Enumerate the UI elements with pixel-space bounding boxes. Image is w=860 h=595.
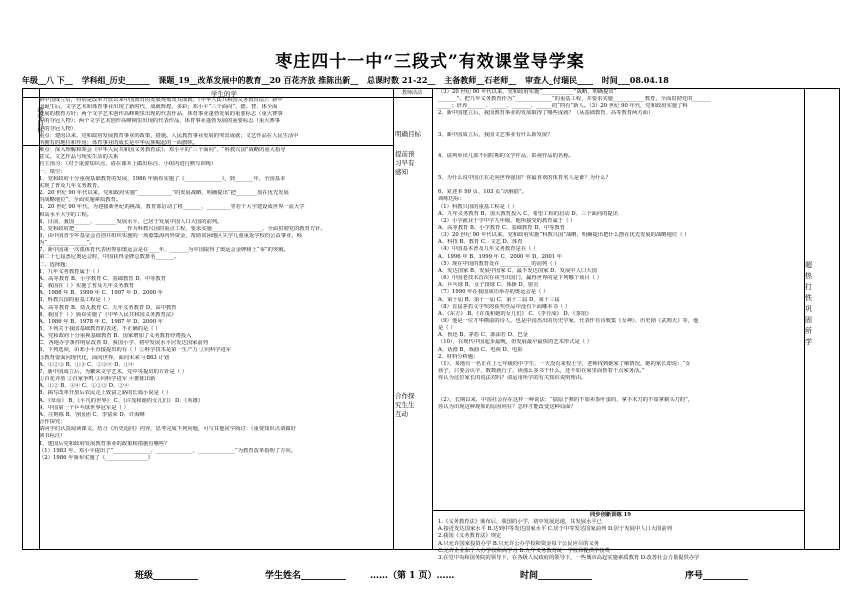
text-line: （2）、长期以来，中国社会存在这样一种说法：“搞原子弹的不如卖茶叶蛋的，拿手术刀的不如拿剃头刀的”， — [438, 396, 694, 403]
text-line: （4）中国基本普及九年义务教育是在（ ） — [438, 246, 539, 253]
text-line: 6、下列选项，由邓小平直接提出的有（ ）①科学技术是第一生产力 ②向科学进军 — [39, 347, 232, 354]
text-line: 请同学们认真阅读课文，结合《历史追问》内容，思考完成下列问题，可与其他同学商讨：（重要知识点请做好 — [39, 426, 296, 433]
text-line: 读书标注） — [39, 433, 66, 440]
header-student: 学生的学 — [211, 90, 237, 98]
text-line: （6）中国老技术首次在该当出国门，赢得世界的是下列哪个项目（ ） — [438, 275, 602, 282]
side-char: 固 — [805, 316, 812, 324]
side-char: 超 — [805, 261, 812, 269]
text-line: 3、新中国成立后，我国文艺事业有什么新发展？ — [438, 131, 553, 138]
text-line: 5、下列关于我国基础教育的表述，不正确的是（ ） — [39, 326, 161, 332]
text-line: A、庄则栋 B、容国团 C、李富荣 D、许海峰 — [39, 411, 145, 418]
sync-line: C.允许企业和个人办学校和高学习 D.九年义务教育统一学校和提供学校费 — [438, 547, 610, 554]
right-content — [438, 89, 783, 411]
text-line: 训练达标： — [438, 196, 465, 203]
text-line — [438, 146, 783, 153]
text-line: 9、中国第一个乒乓球世界冠军是（ ） — [39, 404, 129, 411]
footer-seq: 序号__________ — [685, 571, 749, 581]
text-line: （8）首届茅盾文学奖的获奖作品中没有下面哪本书（ ） — [438, 303, 571, 310]
side-preview: 提前预习早有感知 — [395, 150, 415, 176]
col-divider — [432, 89, 433, 549]
text-line: （1）、某地有一名正在上七年级的中学生，一天没有来校上学，老师找到她家了解情况，她的家长却说：“女 — [438, 360, 691, 367]
text-line: 2、我国在（ ）实施了普及九年义务教育 — [39, 283, 135, 290]
meta-grade: 年级__八 下__ — [22, 75, 73, 85]
text-line: 的战略地位”，全面实施素质教育。 — [39, 197, 122, 204]
text-line: ①百花齐放 ②百家争鸣 ③向科学进军 ④推陈出新 — [39, 376, 156, 383]
text-line: 4、目前，我国______、________发展水平，已居于发展中国人口大国的前列。 — [39, 218, 223, 225]
footer-class: 班级__________ — [135, 571, 199, 581]
text-line: A、党和政府十分重视基础教育 B、国家增加了义务教育经费投入 — [39, 333, 192, 340]
side-char: 热 — [805, 272, 812, 280]
text-line: 自主预习：（对于重要知识点，请在课本上做出标注，小组内进行默写训练） — [39, 161, 217, 168]
text-line — [438, 390, 783, 397]
text-line: A、1986 年 B、1978 年 C、1987 年 D、2000 年 — [39, 318, 164, 325]
sync-section — [438, 512, 783, 562]
text-line — [438, 182, 783, 189]
text-line: 6、由中国青少年基金会首创并组织实施的一项募集海内外资金，帮助贫困地区失学儿童重返学校的公益事业，称 — [39, 232, 302, 239]
right-side-label — [805, 260, 819, 348]
meta-row — [22, 75, 842, 86]
text-line: 4、我国于（ ）颁布实施了《中华人民共和国义务教育法》 — [39, 311, 177, 318]
side-cooperate: 合作探究生生互动 — [395, 392, 415, 418]
text-line — [438, 168, 783, 175]
text-line: 1、建国后党和政府发展教育事业的政策和措施有哪些？ — [39, 440, 170, 447]
text-line: 难点：深入理解和领会《中华人民共和国义务教育法》、邓小平的“三个面向”、“科教兴国”战略的重大指导 — [39, 147, 286, 154]
footer-page: ……（第 1 页）…… — [370, 571, 455, 581]
text-line: A、话剧 B、戏曲 C、电视 D、电影 — [438, 346, 523, 353]
sync-title: 同步创新训练 19 — [590, 512, 631, 518]
text-line: （2）小学就业于学中学九年级，他所接受的教育属于（ ） — [438, 217, 576, 224]
text-line: 意义。文艺作品与现实生活的关系 — [39, 154, 119, 161]
text-line: _____；培养_______、______、_______、______的“四有”新人。（3）20 世纪 90 年代，党和政府实施了科 — [438, 103, 688, 110]
text-line — [438, 161, 783, 168]
text-line: 为“_______________”。 — [39, 240, 95, 247]
text-line: （5）现在中国的教育处在____________的前列（ ） — [438, 260, 560, 267]
meta-reviewer: 审查人_付瑞民____ — [525, 75, 593, 85]
text-line: 5、为什么说中国正在走向世界强国？你最喜欢的体育名人是谁？为什么？ — [438, 174, 611, 181]
text-line: 一、填空： — [39, 168, 66, 175]
text-line: A、高等教育 B、幼儿教育 C、九年义务教育 D、高中教育 — [39, 304, 177, 311]
text-line: 发展的教育方针；两个文学艺术创作高峰期里出现的代表作品，体育事业蓬勃发展的重要标志（重大赛事 — [39, 111, 283, 118]
text-line — [438, 125, 783, 132]
text-line: （3）20 世纪 90 年代以来，党和政府实施“科教兴国”战略，明确提出把什么摆在优先发展的战略地位（ ） — [438, 232, 690, 239]
text-line: 第二十七届悉尼奥运会时，中国获得金牌总数排名_______。 — [39, 254, 180, 261]
text-line: A、1986 年 B、1999 年 C、1997 年 D、2000 年 — [39, 290, 164, 297]
side-char: 所 — [805, 327, 812, 335]
text-line: A、鲁迅 B、茅盾 C、郭沫若 D、巴金 — [438, 332, 528, 339]
text-line: 二、选择题： — [39, 261, 71, 268]
text-line — [438, 382, 783, 389]
text-line: A、发达国家 B、发展中国家 C、最不发达国家 D、发展中人口大国 — [438, 267, 597, 274]
side-char: 打 — [805, 283, 812, 291]
text-line: A、第十届 B、第十一届 C、第十二届 D、第十三届 — [438, 296, 560, 303]
text-line: A、乒乓球 B、女子排球 C、体操 D、射击 — [438, 282, 539, 289]
text-line — [438, 118, 783, 125]
text-line: （3）20 世纪 90 年代以来，党和政府实施“____________”战略，明确提出“ — [438, 89, 617, 95]
text-line: （1）科教兴国的重基工程是（ ） — [438, 203, 518, 210]
text-line: 是（ ） — [438, 325, 456, 332]
text-line: 7、新中国成立后，为繁荣文学艺术，党中央提出的方针是（ ） — [39, 368, 188, 375]
text-line: 3、科教兴国的重基工程是（ ） — [39, 297, 113, 304]
text-line: （7）1990 年在我国成功举办的奥运会是（ ） — [438, 289, 549, 296]
meta-subject: 学科组_历史______ — [81, 75, 150, 85]
side-char: 铁 — [805, 294, 812, 302]
text-line: 4、请列举出几部不同时期的文学作品，影视作品的名称。 — [438, 153, 574, 160]
text-line: 合作探究： — [39, 419, 66, 426]
sync-line: A.接近发达国家水平 B.达到中等发达国家水平 C.居于中等发达国家前列 D.居于发展中人口大国前列 — [438, 526, 673, 533]
text-line: ③教育要面向现代化，面向世界，面向未来 ④863 计划 — [39, 354, 170, 361]
text-line: 重点：建国以来，党和政府发展教育事业的政策、措施。人民教育事业发展的突出成就；文艺作品在人民生活中 — [39, 132, 299, 139]
meta-teacher: 主备教师__石老师__ — [444, 75, 517, 85]
row-line — [432, 510, 804, 511]
text-line: A、①②③ B、①③ C、②③④ D、①④ — [39, 361, 135, 368]
side-char: 巩 — [805, 305, 812, 313]
header-teacher: 教师活动 — [401, 90, 422, 96]
text-line: 新中国成立后，特别是改革开放以来中国教育的发展规划及其成就；《中华人民共和国义务教育法》；新中 — [39, 97, 283, 103]
text-line: 中的夺冠人物） — [39, 125, 77, 132]
text-line: 和高水平大学的工程。 — [39, 211, 92, 218]
text-line: 国诞生后，文学艺术和体育事业出现了新时代、成就辉煌、多彩；邓小平“三个面向”、德、智、体全面 — [39, 104, 278, 111]
text-line: _______”，把九年义务教育作为“______________”的重基工程，并要求实施____________教育，全面贯彻党的_______ — [438, 96, 711, 103]
text-line: 6、复述本 99 页、103 页“动脑筋”。 — [438, 189, 527, 196]
text-line: 实现了普及九年义务教育。 — [39, 182, 103, 189]
text-line: 3、20 世纪 90 年代，为迎接新世纪的挑战，教育部启动了将_______、_________等若干大学建设成世界一流大学 — [39, 204, 305, 211]
text-line: 2、材料分析题： — [438, 353, 479, 360]
text-line: 中的夺冠人物）；两个文学艺术创作高峰期里出现的代表作品，体育事业蓬勃发展的重要标志（重大赛事 — [39, 118, 281, 125]
left-content — [39, 97, 409, 462]
sync-line: 2.我国《义务教育法》规定 — [438, 533, 502, 540]
side-goal: 明确目标 — [395, 130, 421, 138]
text-line: A、《草原》 B、《平凡的世界》 C、《许茂和她的女儿们》 D、《英雄》 — [39, 397, 204, 404]
text-line: A、①② B、③④ C、①②③ D、②④ — [39, 383, 129, 390]
text-line: 7、新中国第一次派体育代表团参加奥运会是在____年，_______为中国取得了奥运会金牌榜上“零”的突破。 — [39, 247, 289, 254]
label-goal: 教学目标 — [36, 107, 44, 133]
sync-line: 3.在党中央和国务院的领导下，在各级人民政府的领导下，一些城市高起实施素质教育 D.改善社会力量提供办学 — [438, 554, 700, 561]
footer-name: 学生姓名__________ — [265, 571, 347, 581]
text-line: A、九年义务教育 B、加大教育投入 C、希望工程的启动 D、三个面向的提出 — [438, 210, 618, 217]
footer-time: 时间____________ — [520, 571, 593, 581]
page-title: 枣庄四十一中“三段式”有效课堂导学案 — [275, 52, 585, 72]
text-line: 1、党和政府十分重视基础教育的发展，1986 年颁布实施了《______________》，到_______年，全国基本 — [39, 175, 286, 182]
text-line: 你认为出现这种现象的原因何在？怎样才能改变这种局面？ — [438, 403, 576, 410]
text-line: （9）他是一位才华横溢的诗人，也是中国杰出的历史学家，代表作有诗歌集《女神》、历史剧《武则天》等，他 — [438, 318, 699, 324]
meta-date: 时间___08.04.18 — [601, 75, 669, 85]
text-line: 2、新中国建立后，我国教育事业的发展取得了哪些成就？（从基础教育、高等教育两方面） — [438, 110, 654, 117]
text-line: A、科技 B、教育 C、文艺 D、体育 — [438, 239, 523, 246]
sync-line: 1.《义务教育法》颁布后，我国的小学，初中发展迅速，其发展水平已 — [438, 519, 602, 526]
text-line: A、高等教育 B、小学教育 C、基础教育 D、中等教育 — [438, 224, 566, 231]
text-line: A、1996 年 B、1999 年 C、2000 年 D、2001 年 — [438, 253, 563, 260]
text-line: C、各地办学条件明显改善 D、我国小学、初中发展水平居发达国家前列 — [39, 340, 208, 347]
side-char: 学 — [805, 338, 812, 346]
text-line: A、高等教育 B、小学教育 C、基础教育 D、中等教育 — [39, 275, 167, 282]
text-line: （2）1986 年颁布实施了《________________》 — [39, 454, 153, 461]
meta-topic: 课题_19__改革发展中的教育__20 百花齐放 推陈出新__ — [158, 75, 359, 85]
text-line: A、《东方》 B、《许茂和她的女儿们》 C、《李自成》 D、《茶馆》 — [438, 310, 592, 317]
sync-line: A.只允许国家投资办学 B.只允许公办学校和资金每个公民应尽的义务 — [438, 540, 600, 547]
text-line — [438, 139, 783, 146]
text-line: 所拥有的地位和作用；体育事业的成长是中华民族崛起的一面旗帜。 — [39, 139, 198, 146]
text-line: 孩子，只要会认字、数数就行了，读那么多书干什么，还不如在家里面帮着干点家务活。” — [438, 368, 645, 375]
text-line: （10）、在现代中国起步最晚，但发展最早最快的艺术形式是（ ） — [438, 339, 593, 346]
text-line: （1）1983 年，邓小平提出了“______________、______________、______________”为教育改革指明了方向。 — [39, 447, 297, 454]
text-line: 8、揭写改革开放后农民走上致富之路的长篇小说是（ ） — [39, 390, 172, 397]
text-line: 5、党和政府把____________________作为科教兴国的重点工程，要求实施___________________，全面贯彻党的教育方针。 — [39, 225, 326, 232]
text-line: 1、九年义务教育属于（ ） — [39, 268, 103, 275]
text-line: 你认为这位家长的说法对吗？请运用所学的有关知识说明理由。 — [438, 375, 587, 382]
meta-hours: 总课时数 21-22__ — [367, 75, 436, 85]
text-line: 2、20 世纪 90 年代以来，党和政府实施“_____________”的发展战略，明确提出“把________放在优先发展 — [39, 190, 289, 197]
